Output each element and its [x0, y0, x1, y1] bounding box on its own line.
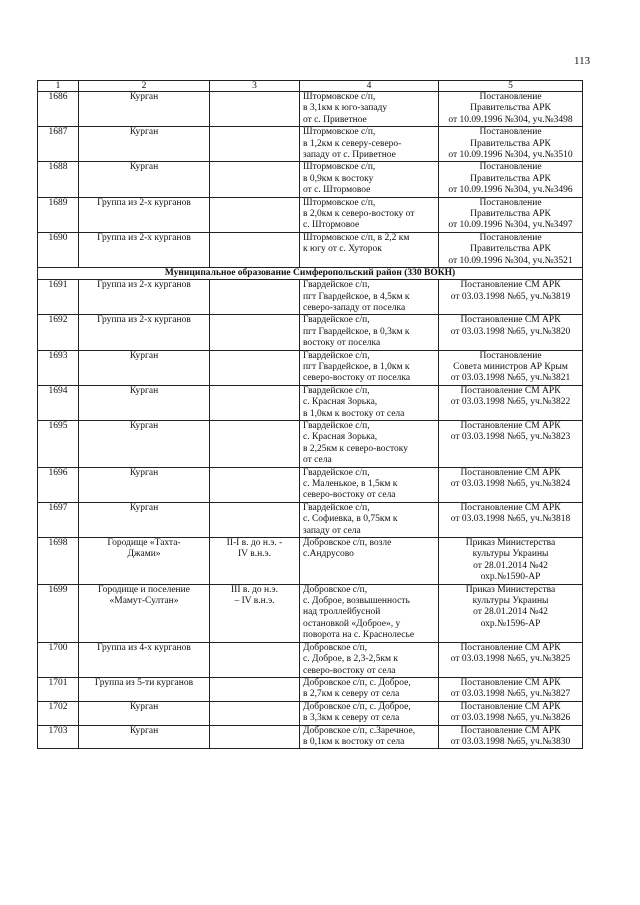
monument-location: Гвардейское с/п, пгт Гвардейское, в 4,5км к северо-западу от поселка: [300, 280, 439, 315]
table-row: [38, 725, 583, 749]
col-header-3: 3: [210, 81, 300, 92]
monument-name: Курган: [79, 467, 210, 502]
row-number: 1689: [38, 197, 79, 232]
monument-location: Гвардейское с/п, с. Красная Зорька, в 1,0км к востоку от села: [300, 385, 439, 420]
table-row: [38, 197, 583, 232]
monument-name: Курган: [79, 92, 210, 127]
table-row: [38, 467, 583, 502]
row-number: 1696: [38, 467, 79, 502]
row-number: 1698: [38, 538, 79, 585]
row-number: 1690: [38, 232, 79, 267]
row-number: 1695: [38, 420, 79, 467]
protection-document: Постановление СМ АРК от 03.03.1998 №65, уч.№3822: [439, 385, 583, 420]
monument-location: Штормовское с/п, в 3,1км к юго-западу от с. Приветное: [300, 92, 439, 127]
protection-document: Постановление СМ АРК от 03.03.1998 №65, уч.№3827: [439, 677, 583, 701]
table-row: [38, 280, 583, 315]
monument-location: Добровское с/п, с. Доброе, возвышенность над троллейбусной остановкой «Доброе», у поворота на с. Краснолесье: [300, 584, 439, 642]
row-number: 1703: [38, 725, 79, 749]
monument-dating: [210, 232, 300, 267]
row-number: 1691: [38, 280, 79, 315]
row-number: 1701: [38, 677, 79, 701]
protection-document: Постановление Правительства АРК от 10.09.1996 №304, уч.№3496: [439, 162, 583, 197]
row-number: 1692: [38, 315, 79, 350]
monument-location: Добровское с/п, с. Доброе, в 3,3км к северу от села: [300, 701, 439, 725]
monument-name: Курган: [79, 127, 210, 162]
monument-dating: [210, 350, 300, 385]
monument-dating: [210, 127, 300, 162]
table-row: [38, 642, 583, 677]
monument-name: Группа из 5-ти курганов: [79, 677, 210, 701]
monument-name: Курган: [79, 162, 210, 197]
monument-location: Гвардейское с/п, с. Маленькое, в 1,5км к северо-востоку от села: [300, 467, 439, 502]
monument-location: Гвардейское с/п, пгт Гвардейское, в 1,0км к северо-востоку от поселка: [300, 350, 439, 385]
protection-document: Постановление СМ АРК от 03.03.1998 №65, уч.№3819: [439, 280, 583, 315]
protection-document: Постановление СМ АРК от 03.03.1998 №65, уч.№3820: [439, 315, 583, 350]
monument-dating: [210, 467, 300, 502]
monument-dating: III в. до н.э. – IV в.н.э.: [210, 584, 300, 642]
table-row: [38, 584, 583, 642]
page-number: 113: [574, 55, 591, 67]
monument-dating: [210, 315, 300, 350]
monument-location: Гвардейское с/п, с. Софиевка, в 0,75км к западу от села: [300, 502, 439, 537]
monument-dating: [210, 677, 300, 701]
protection-document: Постановление Правительства АРК от 10.09.1996 №304, уч.№3497: [439, 197, 583, 232]
table-row: [38, 232, 583, 267]
row-number: 1693: [38, 350, 79, 385]
monument-dating: [210, 197, 300, 232]
monument-location: Штормовское с/п, в 0,9км к востоку от с. Штормовое: [300, 162, 439, 197]
monument-location: Штормовское с/п, в 1,2км к северу-северо- западу от с. Приветное: [300, 127, 439, 162]
monument-location: Добровское с/п, с.Заречное, в 0,1км к востоку от села: [300, 725, 439, 749]
header-row: [38, 81, 583, 92]
protection-document: Постановление Правительства АРК от 10.09.1996 №304, уч.№3510: [439, 127, 583, 162]
monument-name: Курган: [79, 725, 210, 749]
row-number: 1702: [38, 701, 79, 725]
monument-name: Группа из 2-х курганов: [79, 315, 210, 350]
protection-document: Постановление Правительства АРК от 10.09.1996 №304, уч.№3521: [439, 232, 583, 267]
monument-dating: [210, 92, 300, 127]
monument-name: Группа из 2-х курганов: [79, 280, 210, 315]
protection-document: Постановление СМ АРК от 03.03.1998 №65, уч.№3823: [439, 420, 583, 467]
row-number: 1687: [38, 127, 79, 162]
col-header-2: 2: [79, 81, 210, 92]
row-number: 1699: [38, 584, 79, 642]
protection-document: Постановление СМ АРК от 03.03.1998 №65, уч.№3824: [439, 467, 583, 502]
monument-name: Группа из 2-х курганов: [79, 197, 210, 232]
monument-dating: [210, 162, 300, 197]
monument-location: Гвардейское с/п, пгт Гвардейское, в 0,3км к востоку от поселка: [300, 315, 439, 350]
col-header-5: 5: [439, 81, 583, 92]
table-row: [38, 502, 583, 537]
section-row: [38, 268, 583, 280]
monument-name: Курган: [79, 701, 210, 725]
row-number: 1700: [38, 642, 79, 677]
monument-name: Городище и поселение «Мамут-Султан»: [79, 584, 210, 642]
protection-document: Постановление СМ АРК от 03.03.1998 №65, уч.№3825: [439, 642, 583, 677]
table-row: [38, 420, 583, 467]
protection-document: Постановление Совета министров АР Крым от 03.03.1998 №65, уч.№3821: [439, 350, 583, 385]
monument-dating: [210, 420, 300, 467]
row-number: 1697: [38, 502, 79, 537]
protection-document: Приказ Министерства культуры Украины от 28.01.2014 №42 охр.№1590-АР: [439, 538, 583, 585]
monument-dating: [210, 502, 300, 537]
row-number: 1694: [38, 385, 79, 420]
section-title: Муниципальное образование Симферопольский район (330 ВОКН): [38, 268, 583, 280]
monument-name: Группа из 4-х курганов: [79, 642, 210, 677]
monument-location: Добровское с/п, с. Доброе, в 2,7км к северу от села: [300, 677, 439, 701]
monument-dating: [210, 385, 300, 420]
monument-dating: [210, 280, 300, 315]
monument-name: Курган: [79, 385, 210, 420]
monument-name: Группа из 2-х курганов: [79, 232, 210, 267]
table-row: [38, 677, 583, 701]
monument-dating: II-I в. до н.э. - IV в.н.э.: [210, 538, 300, 585]
protection-document: Постановление СМ АРК от 03.03.1998 №65, уч.№3818: [439, 502, 583, 537]
row-number: 1688: [38, 162, 79, 197]
table-row: [38, 701, 583, 725]
monuments-table: [37, 80, 583, 749]
protection-document: Постановление СМ АРК от 03.03.1998 №65, уч.№3830: [439, 725, 583, 749]
monument-location: Штормовское с/п, в 2,0км к северо-востоку от с. Штормовое: [300, 197, 439, 232]
monument-name: Курган: [79, 502, 210, 537]
table-row: [38, 315, 583, 350]
monument-name: Курган: [79, 350, 210, 385]
table-row: [38, 385, 583, 420]
monument-name: Городище «Тахта- Джами»: [79, 538, 210, 585]
table-body: [38, 92, 583, 749]
table-row: [38, 92, 583, 127]
monument-dating: [210, 701, 300, 725]
monument-dating: [210, 725, 300, 749]
monument-location: Добровское с/п, возле с.Андрусово: [300, 538, 439, 585]
row-number: 1686: [38, 92, 79, 127]
monument-location: Гвардейское с/п, с. Красная Зорька, в 2,25км к северо-востоку от села: [300, 420, 439, 467]
col-header-1: 1: [38, 81, 79, 92]
col-header-4: 4: [300, 81, 439, 92]
protection-document: Приказ Министерства культуры Украины от 28.01.2014 №42 охр.№1596-АР: [439, 584, 583, 642]
protection-document: Постановление Правительства АРК от 10.09.1996 №304, уч.№3498: [439, 92, 583, 127]
table-row: [38, 350, 583, 385]
table-row: [38, 538, 583, 585]
monument-dating: [210, 642, 300, 677]
monument-location: Штормовское с/п, в 2,2 км к югу от с. Хуторок: [300, 232, 439, 267]
protection-document: Постановление СМ АРК от 03.03.1998 №65, уч.№3826: [439, 701, 583, 725]
monument-location: Добровское с/п, с. Доброе, в 2,3-2,5км к северо-востоку от села: [300, 642, 439, 677]
monument-name: Курган: [79, 420, 210, 467]
table-row: [38, 127, 583, 162]
table-row: [38, 162, 583, 197]
